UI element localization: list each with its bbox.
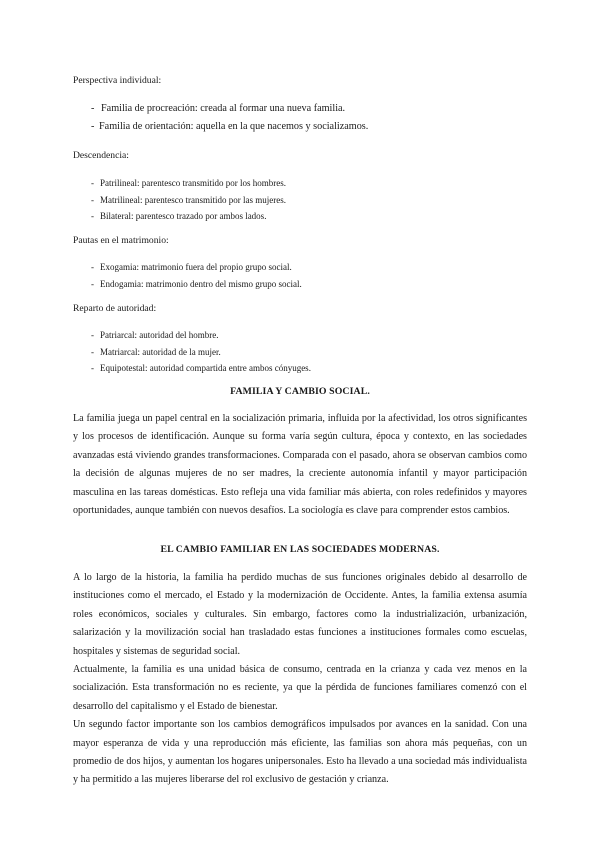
list-dash: - (91, 278, 94, 289)
section2-body (73, 569, 527, 790)
list-item-text: Matriarcal: autoridad de la mujer. (100, 346, 221, 357)
list-dash: - (91, 262, 94, 272)
list-item (73, 344, 311, 361)
list-item-text: Familia de orientación: aquella en la que nacemos y socializamos. (99, 121, 369, 132)
list-item-text: Exogamia: matrimonio fuera del propio grupo social. (100, 262, 292, 272)
section2-paragraph: A lo largo de la historia, la familia ha perdido muchas de sus funciones originales debido al desarrollo de instituciones como el mercado, el Estado y la modernización de Occidente. Antes, la familia extensa asumía roles económicos, sociales y culturales. Sin embargo, factores como la industrialización, urbanización, salarización y la movilización social han trasladado estas funciones a instituciones formales como escuelas, hospitales y sistemas de seguridad social. (73, 572, 527, 657)
descendencia-label: Descendencia: (73, 150, 129, 161)
list-dash: - (91, 103, 95, 114)
list-item (73, 208, 286, 225)
pautas-label: Pautas en el matrimonio: (73, 235, 169, 246)
list-item-text: Patriarcal: autoridad del hombre. (100, 330, 219, 340)
list-item (73, 327, 311, 344)
list-dash: - (91, 363, 94, 373)
list-dash: - (91, 178, 94, 188)
list-dash: - (91, 330, 94, 340)
individual-list (73, 100, 368, 136)
list-item (73, 192, 286, 209)
individual-label: Perspectiva individual: (73, 75, 162, 86)
section1-paragraph: La familia juega un papel central en la socialización primaria, influida por la afectividad, los otros significantes y los procesos de identificación. Aunque su forma varía según cultura, época y contexto, en las sociedades avanzadas está viviendo grandes transformaciones. Comparada con el pasado, ahora se observan cambios como la decisión de algunas mujeres de no ser madres, la creciente autonomía infantil y mayor participación masculina en las tareas domésticas. Esto refleja una vida familiar más abierta, con roles redefinidos y mayores oportunidades, aunque también con nuevos desafíos. La sociología es clave para comprender estos cambios. (73, 413, 527, 517)
reparto-label: Reparto de autoridad: (73, 303, 157, 314)
list-item (73, 175, 286, 192)
list-item (73, 360, 311, 377)
list-item (73, 100, 368, 118)
list-item-text: Matrilineal: parentesco transmitido por las mujeres. (100, 194, 286, 205)
section2-paragraph: Actualmente, la familia es una unidad básica de consumo, centrada en la crianza y cada vez menos en la socialización. Esta transformación no es reciente, ya que la pérdida de funciones familiares comenzó con el desarrollo del capitalismo y el Estado de bienestar. (73, 664, 527, 712)
pautas-list (73, 259, 302, 292)
section2-paragraph: Un segundo factor importante son los cambios demográficos impulsados por avances en la sanidad. Con una mayor esperanza de vida y una reproducción más eficiente, las familias son ahora más pequeñas, con un promedio de dos hijos, y aumentan los hogares unipersonales. Esto ha llevado a una sociedad más individualista y ha permitido a las mujeres liberarse del rol exclusivo de gestación y crianza. (73, 719, 527, 786)
list-item-text: Bilateral: parentesco trazado por ambos lados. (100, 211, 267, 221)
section-title-familia-cambio-social: FAMILIA Y CAMBIO SOCIAL. (230, 386, 370, 397)
reparto-list (73, 327, 311, 377)
list-item-text: Familia de procreación: creada al formar una nueva familia. (101, 103, 346, 114)
list-item (73, 259, 302, 276)
list-dash: - (91, 121, 95, 132)
list-item-text: Patrilineal: parentesco transmitido por los hombres. (100, 178, 286, 188)
list-dash: - (91, 194, 94, 205)
list-dash: - (91, 211, 94, 221)
list-item (73, 276, 302, 293)
list-item-text: Equipotestal: autoridad compartida entre ambos cónyuges. (100, 363, 311, 373)
descendencia-list (73, 175, 286, 225)
list-item (73, 118, 368, 136)
list-dash: - (91, 346, 94, 357)
section-title-cambio-familiar: EL CAMBIO FAMILIAR EN LAS SOCIEDADES MODERNAS. (160, 544, 440, 555)
list-item-text: Endogamia: matrimonio dentro del mismo grupo social. (100, 278, 302, 289)
